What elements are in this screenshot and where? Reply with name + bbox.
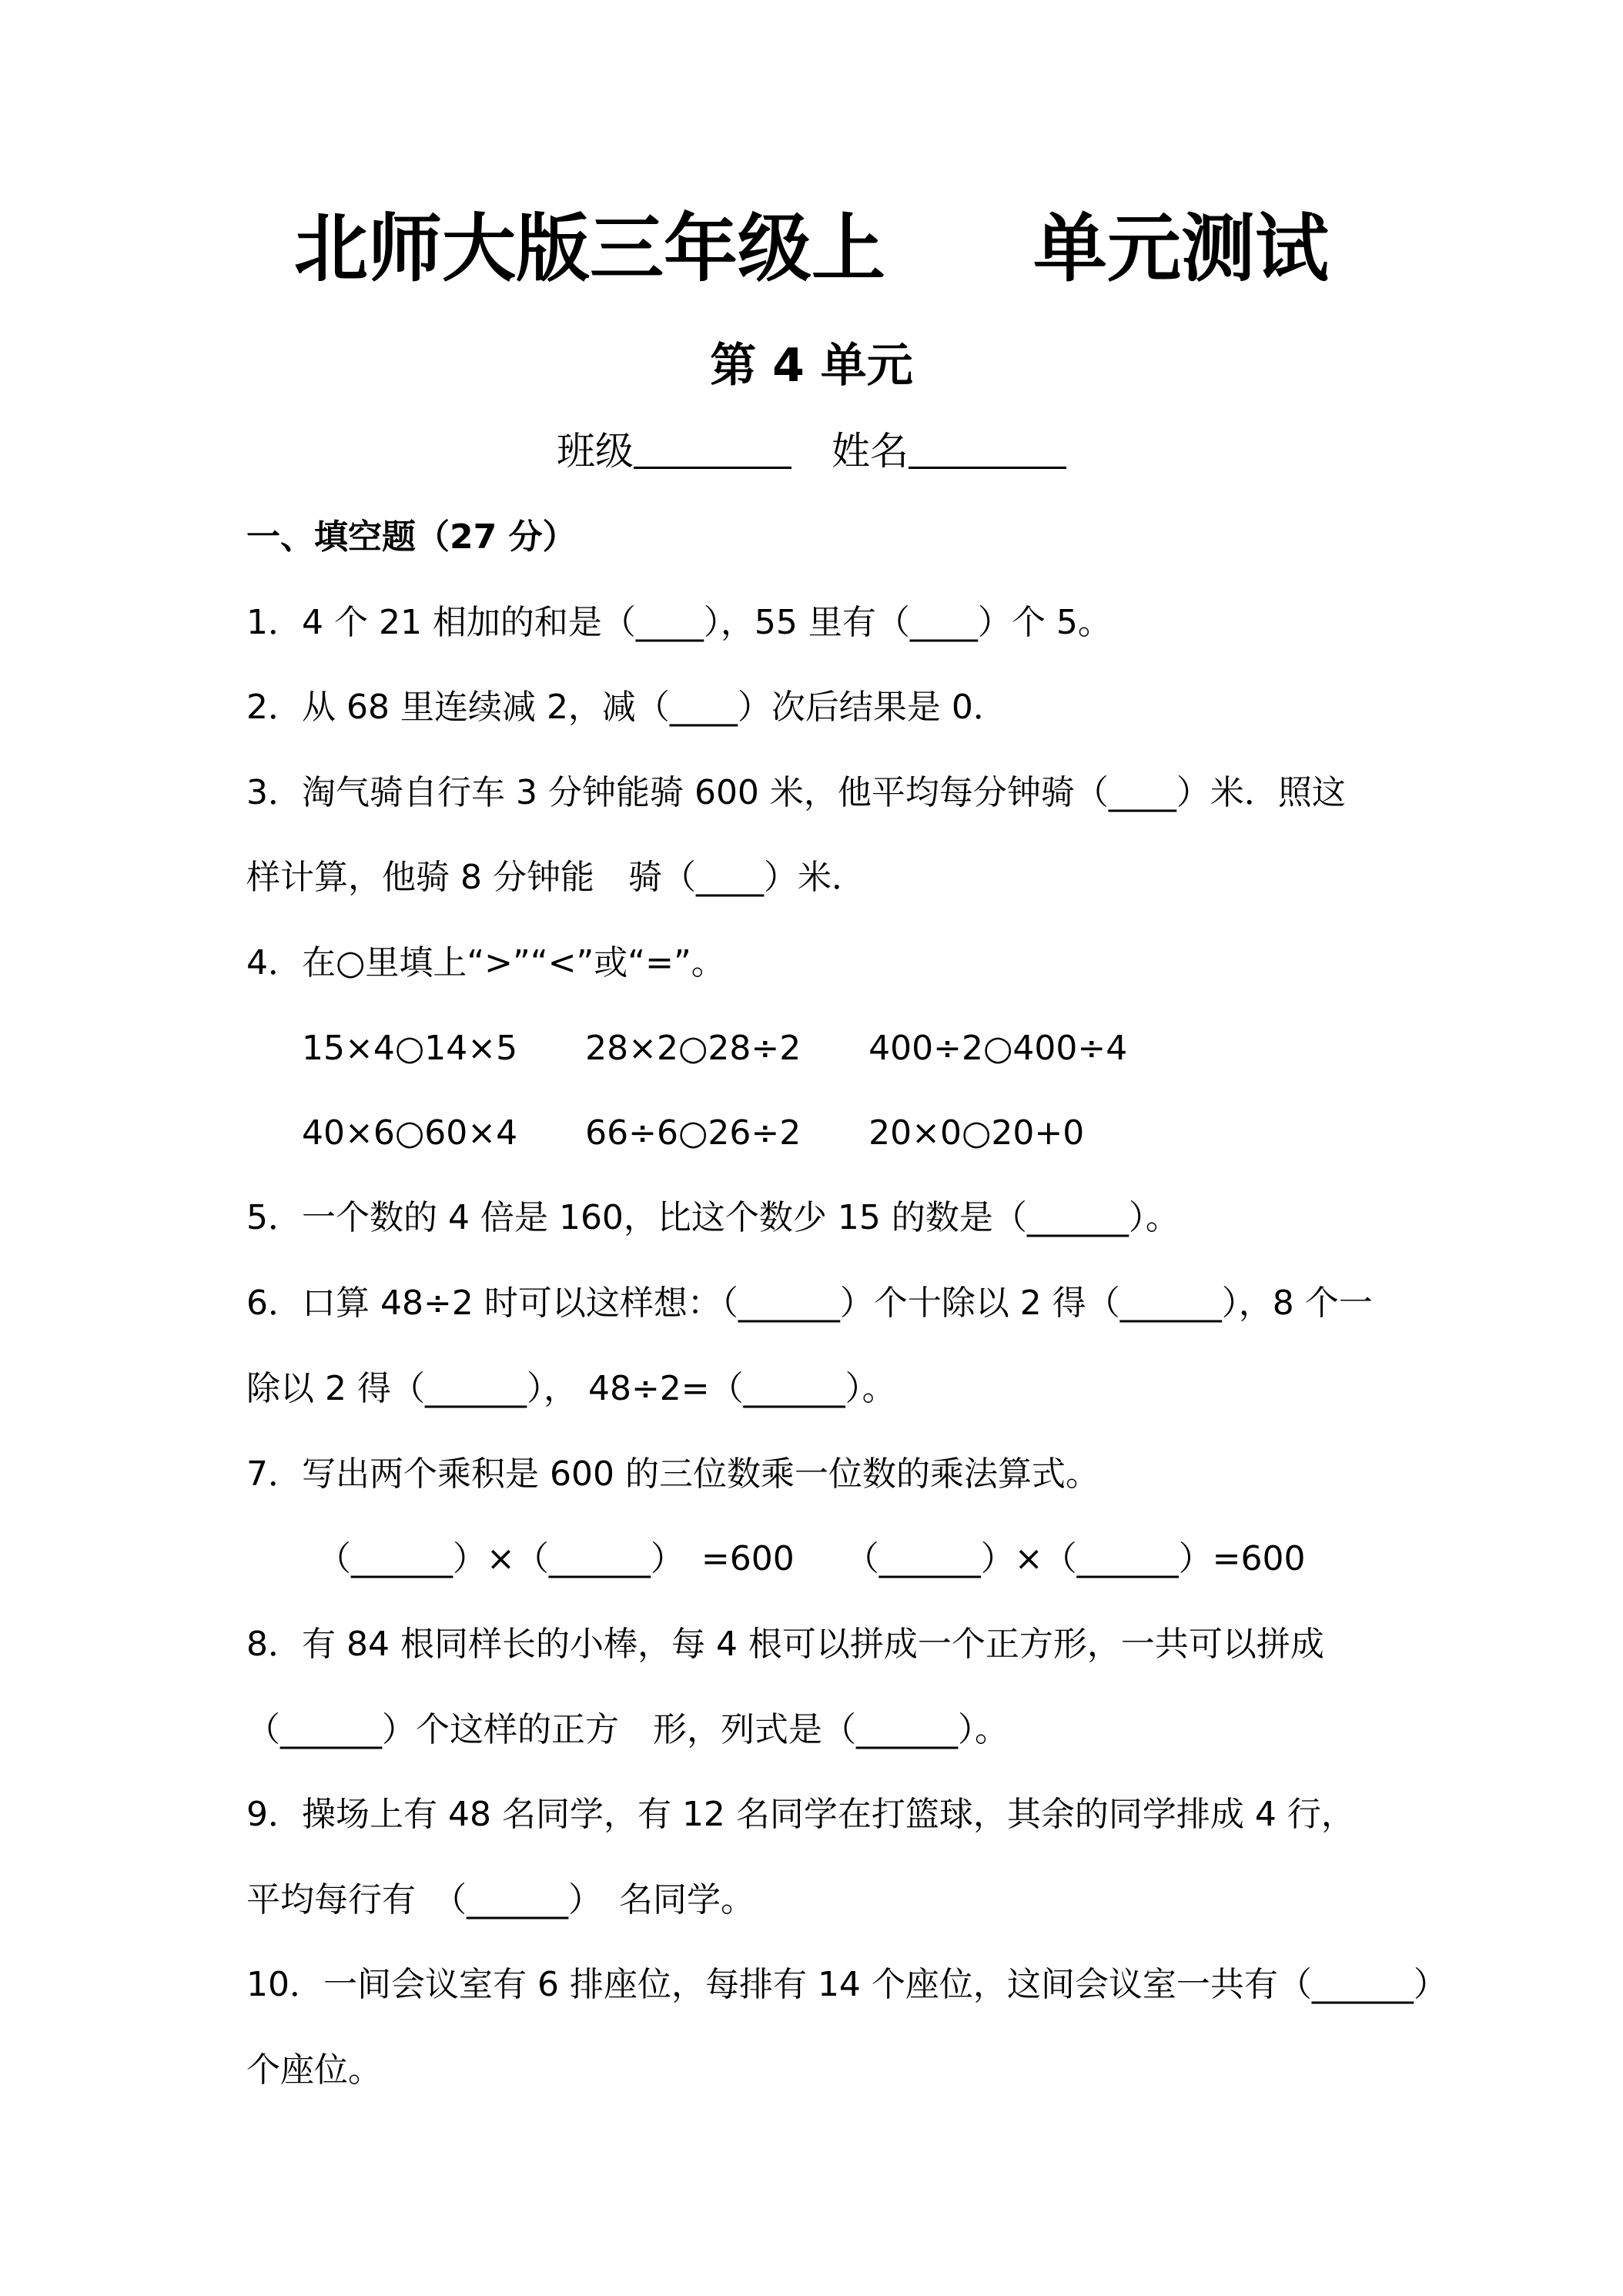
question-7-row: （______）×（______） =600 （______）×（______）=600	[317, 1539, 1306, 1578]
question-6-line-1: 6．口算 48÷2 时可以这样想：（______）个十除以 2 得（______），8 个一	[246, 1284, 1373, 1323]
question-10-line-2: 个座位。	[246, 2050, 382, 2090]
question-4-row-2: 40×6○60×4 66÷6○26÷2 20×0○20+0	[302, 1113, 1085, 1153]
question-2: 2．从 68 里连续减 2，减（____）次后结果是 0．	[246, 688, 1007, 727]
question-3-line-2: 样计算，他骑 8 分钟能 骑（____）米．	[246, 858, 865, 897]
question-8-line-1: 8．有 84 根同样长的小棒，每 4 根可以拼成一个正方形，一共可以拼成	[246, 1625, 1324, 1664]
class-blank[interactable]	[634, 428, 791, 469]
question-10-line-1: 10．一间会议室有 6 排座位，每排有 14 个座位，这间会议室一共有（______）	[246, 1965, 1447, 2004]
student-info-row	[0, 428, 1623, 474]
question-6-line-2: 除以 2 得（______）， 48÷2=（______）。	[246, 1369, 896, 1408]
question-4-row-1: 15×4○14×5 28×2○28÷2 400÷2○400÷4	[302, 1029, 1128, 1068]
name-blank[interactable]	[909, 428, 1066, 469]
question-5: 5．一个数的 4 倍是 160，比这个数少 15 的数是（______）。	[246, 1198, 1180, 1237]
question-3-line-1: 3．淘气骑自行车 3 分钟能骑 600 米，他平均每分钟骑（____）米．照这	[246, 773, 1346, 812]
section-heading: 一、填空题（27 分）	[246, 517, 577, 557]
question-8-line-2: （______）个这样的正方 形，列式是（______）。	[246, 1710, 1009, 1749]
question-1: 1．4 个 21 相加的和是（____），55 里有（____）个 5。	[246, 603, 1112, 642]
question-7: 7．写出两个乘积是 600 的三位数乘一位数的乘法算式。	[246, 1454, 1099, 1494]
unit-subtitle: 第 4 单元	[710, 339, 913, 393]
name-label: 姓名	[832, 429, 909, 474]
question-4: 4．在○里填上“>”“<”或“=”。	[246, 943, 725, 982]
page-title: 北师大版三年级上 单元测试	[294, 206, 1329, 292]
question-9-line-1: 9．操场上有 48 名同学，有 12 名同学在打篮球，其余的同学排成 4 行，	[246, 1795, 1355, 1834]
class-label: 班级	[557, 429, 634, 474]
question-9-line-2: 平均每行有 （______） 名同学。	[246, 1880, 755, 1919]
